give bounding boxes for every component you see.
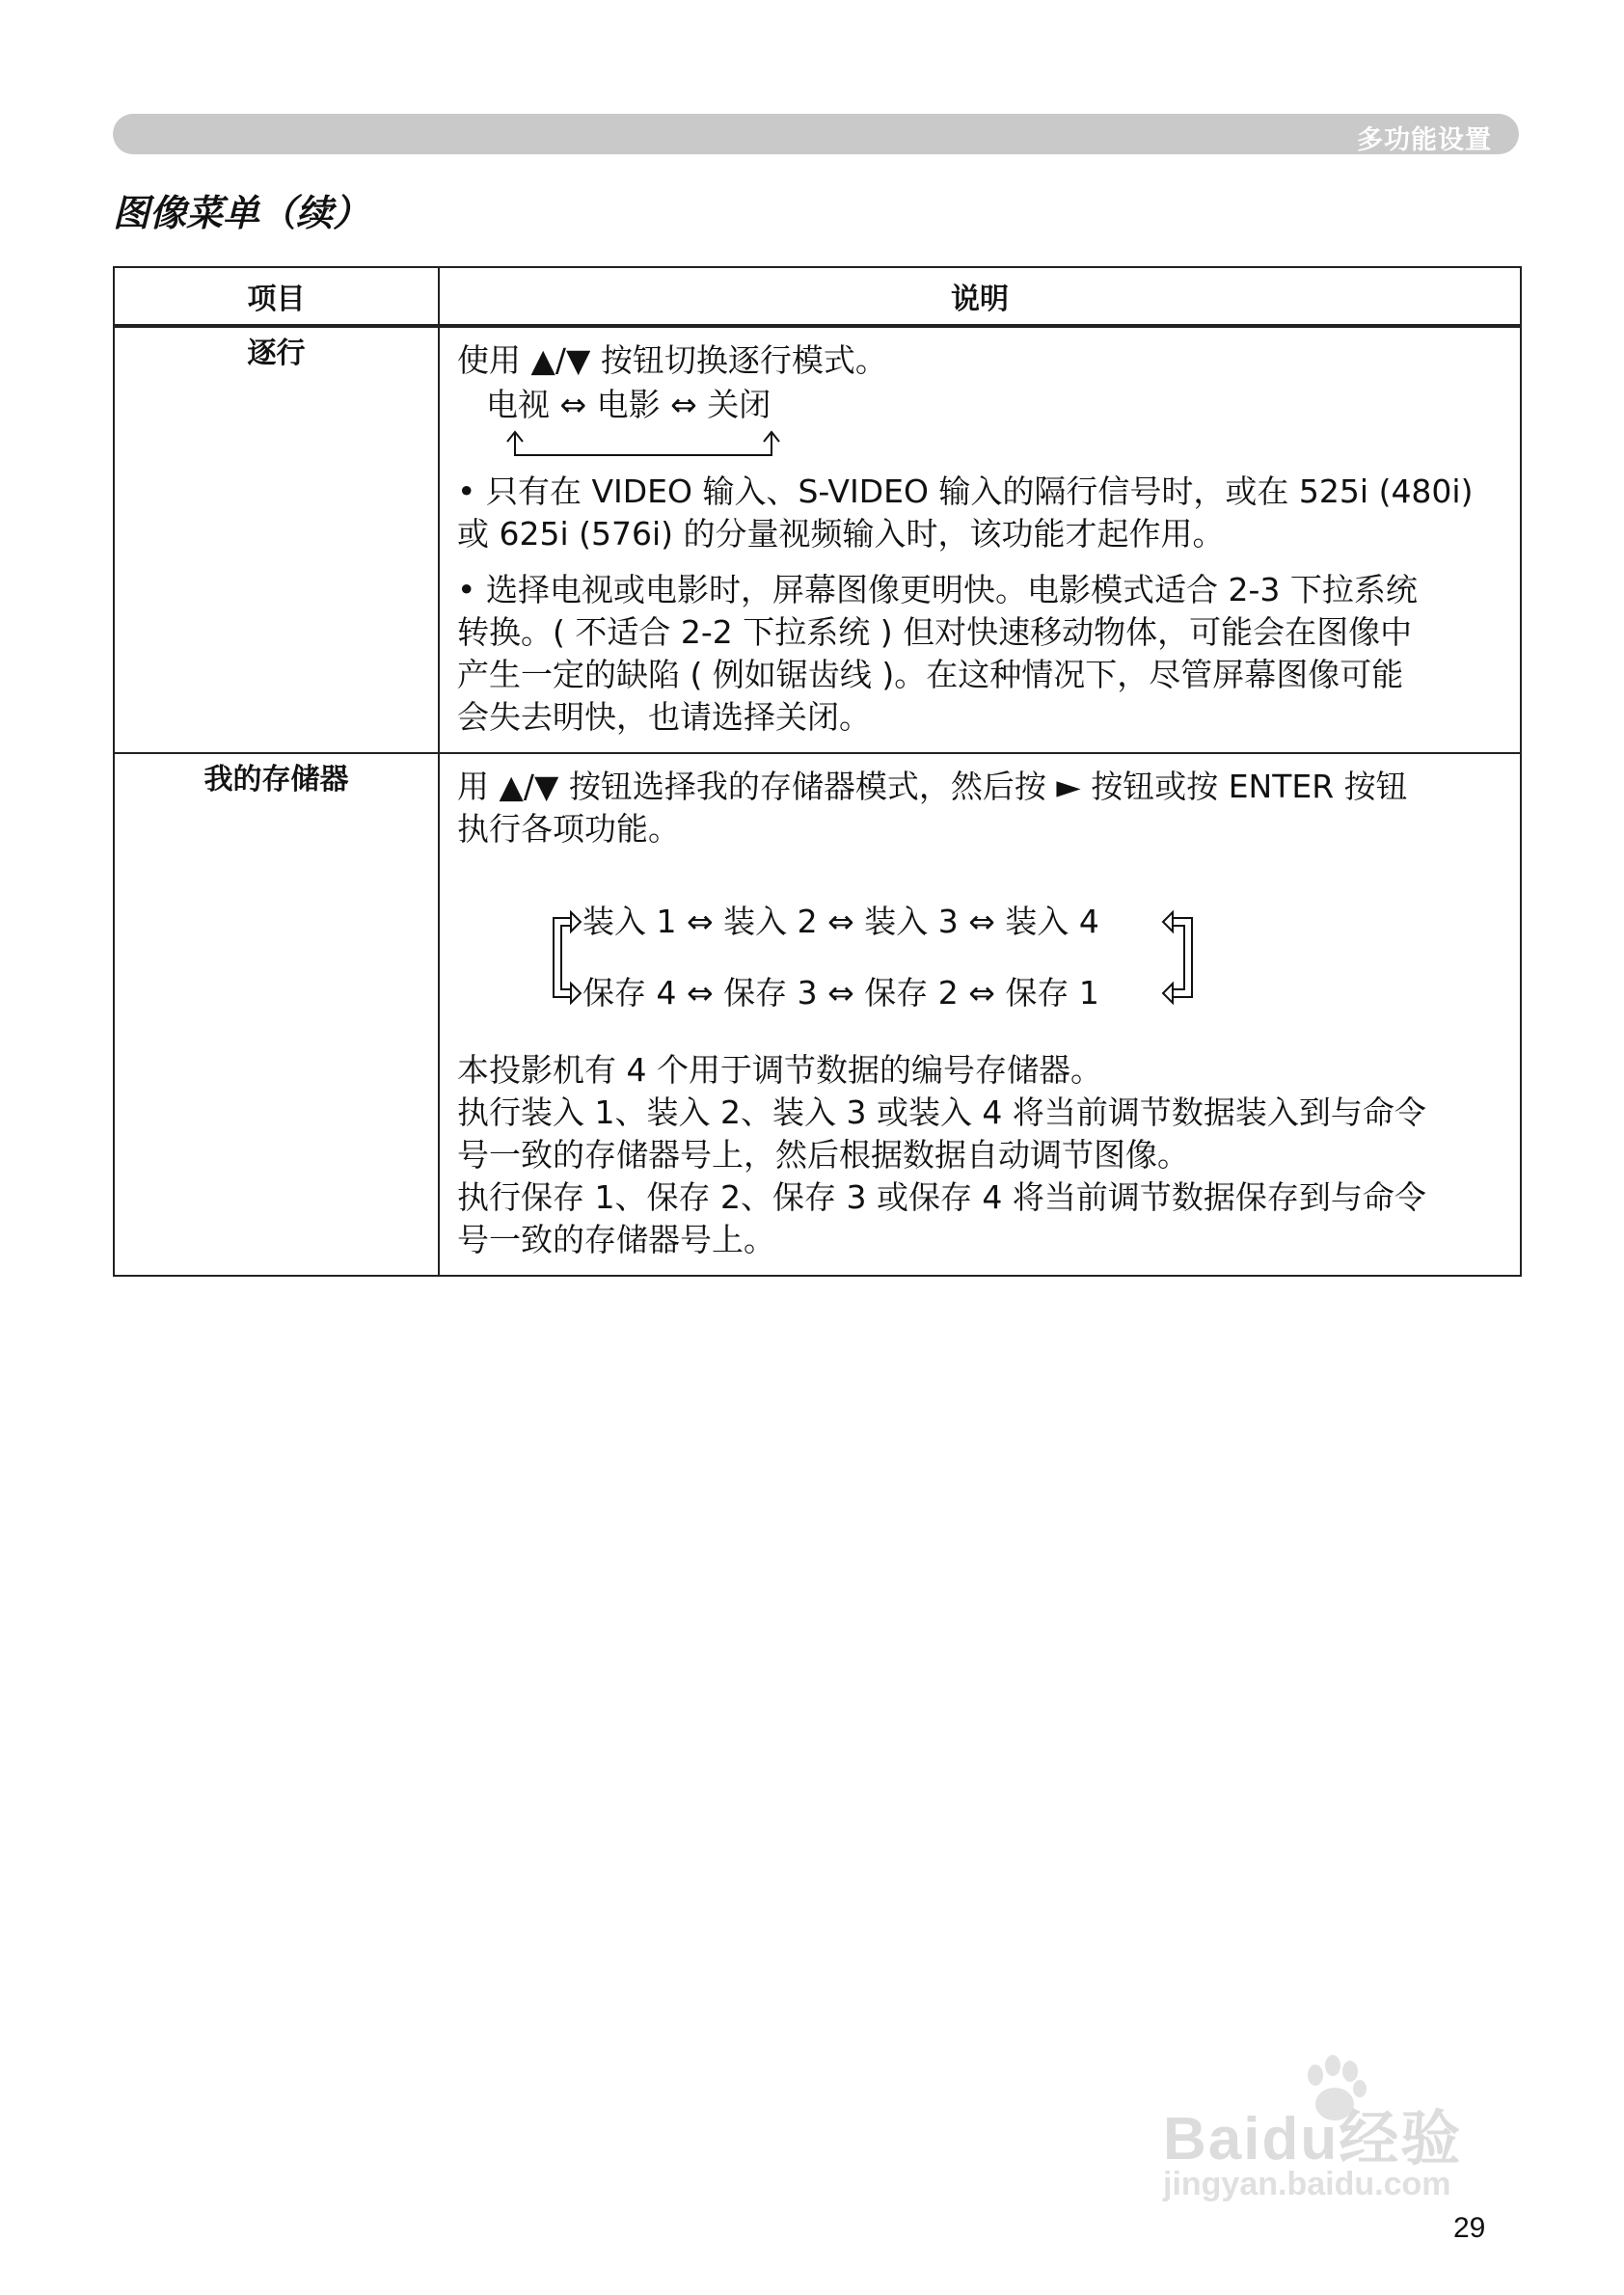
my-memory-intro-line1: 用 ▲/▼ 按钮选择我的存储器模式，然后按 ► 按钮或按 ENTER 按钮 xyxy=(457,768,1408,805)
settings-table xyxy=(113,266,1522,1277)
description-my-memory xyxy=(439,753,1521,1276)
table-row xyxy=(114,753,1521,1276)
save-chain-text: 保存 4 ⇔ 保存 3 ⇔ 保存 2 ⇔ 保存 1 xyxy=(582,974,1099,1012)
progressive-note1-line1: • 只有在 VIDEO 输入、S-VIDEO 输入的隔行信号时，或在 525i (480i) xyxy=(457,472,1474,510)
column-header-description: 说明 xyxy=(439,267,1521,326)
my-memory-body-line5: 号一致的存储器号上。 xyxy=(457,1221,775,1258)
load-chain-text: 装入 1 ⇔ 装入 2 ⇔ 装入 3 ⇔ 装入 4 xyxy=(582,903,1099,940)
progressive-note2-line3: 产生一定的缺陷 ( 例如锯齿线 )。在这种情况下，尽管屏幕图像可能 xyxy=(457,656,1404,693)
section-header-bar xyxy=(113,114,1519,154)
item-my-memory: 我的存储器 xyxy=(114,753,439,1276)
table-header-row xyxy=(114,267,1521,326)
my-memory-body-line4: 执行保存 1、保存 2、保存 3 或保存 4 将当前调节数据保存到与命令 xyxy=(457,1178,1426,1216)
column-header-item: 项目 xyxy=(114,267,439,326)
my-memory-body-line3: 号一致的存储器号上，然后根据数据自动调节图像。 xyxy=(457,1136,1189,1174)
section-label: 多功能设置 xyxy=(1357,125,1492,155)
progressive-mode-cycle xyxy=(486,384,1502,471)
baidu-watermark xyxy=(1153,2054,1558,2208)
watermark-url: jingyan.baidu.com xyxy=(1163,2166,1451,2202)
progressive-note2-line4: 会失去明快，也请选择关闭。 xyxy=(457,698,871,736)
progressive-intro: 使用 ▲/▼ 按钮切换逐行模式。 xyxy=(457,341,887,379)
progressive-note1-line2: 或 625i (576i) 的分量视频输入时，该功能才起作用。 xyxy=(457,515,1225,553)
watermark-main-text: Baidu经验 xyxy=(1163,2106,1463,2173)
progressive-note2-line2: 转换。( 不适合 2-2 下拉系统 ) 但对快速移动物体，可能会在图像中 xyxy=(457,613,1413,651)
cycle-return-arrow-icon xyxy=(486,426,795,465)
page-title: 图像菜单（续） xyxy=(113,192,370,234)
progressive-chain-text: 电视 ⇔ 电影 ⇔ 关闭 xyxy=(486,386,771,423)
my-memory-body-line1: 本投影机有 4 个用于调节数据的编号存储器。 xyxy=(457,1051,1102,1089)
table-row xyxy=(114,326,1521,753)
my-memory-intro-line2: 执行各项功能。 xyxy=(457,810,680,848)
my-memory-body-line2: 执行装入 1、装入 2、装入 3 或装入 4 将当前调节数据装入到与命令 xyxy=(457,1094,1426,1131)
my-memory-cycle-diagram xyxy=(457,878,1502,1022)
description-progressive xyxy=(439,326,1521,753)
page-number: 29 xyxy=(1453,2212,1486,2244)
item-progressive: 逐行 xyxy=(114,326,439,753)
progressive-note2-line1: • 选择电视或电影时，屏幕图像更明快。电影模式适合 2-3 下拉系统 xyxy=(457,571,1418,608)
